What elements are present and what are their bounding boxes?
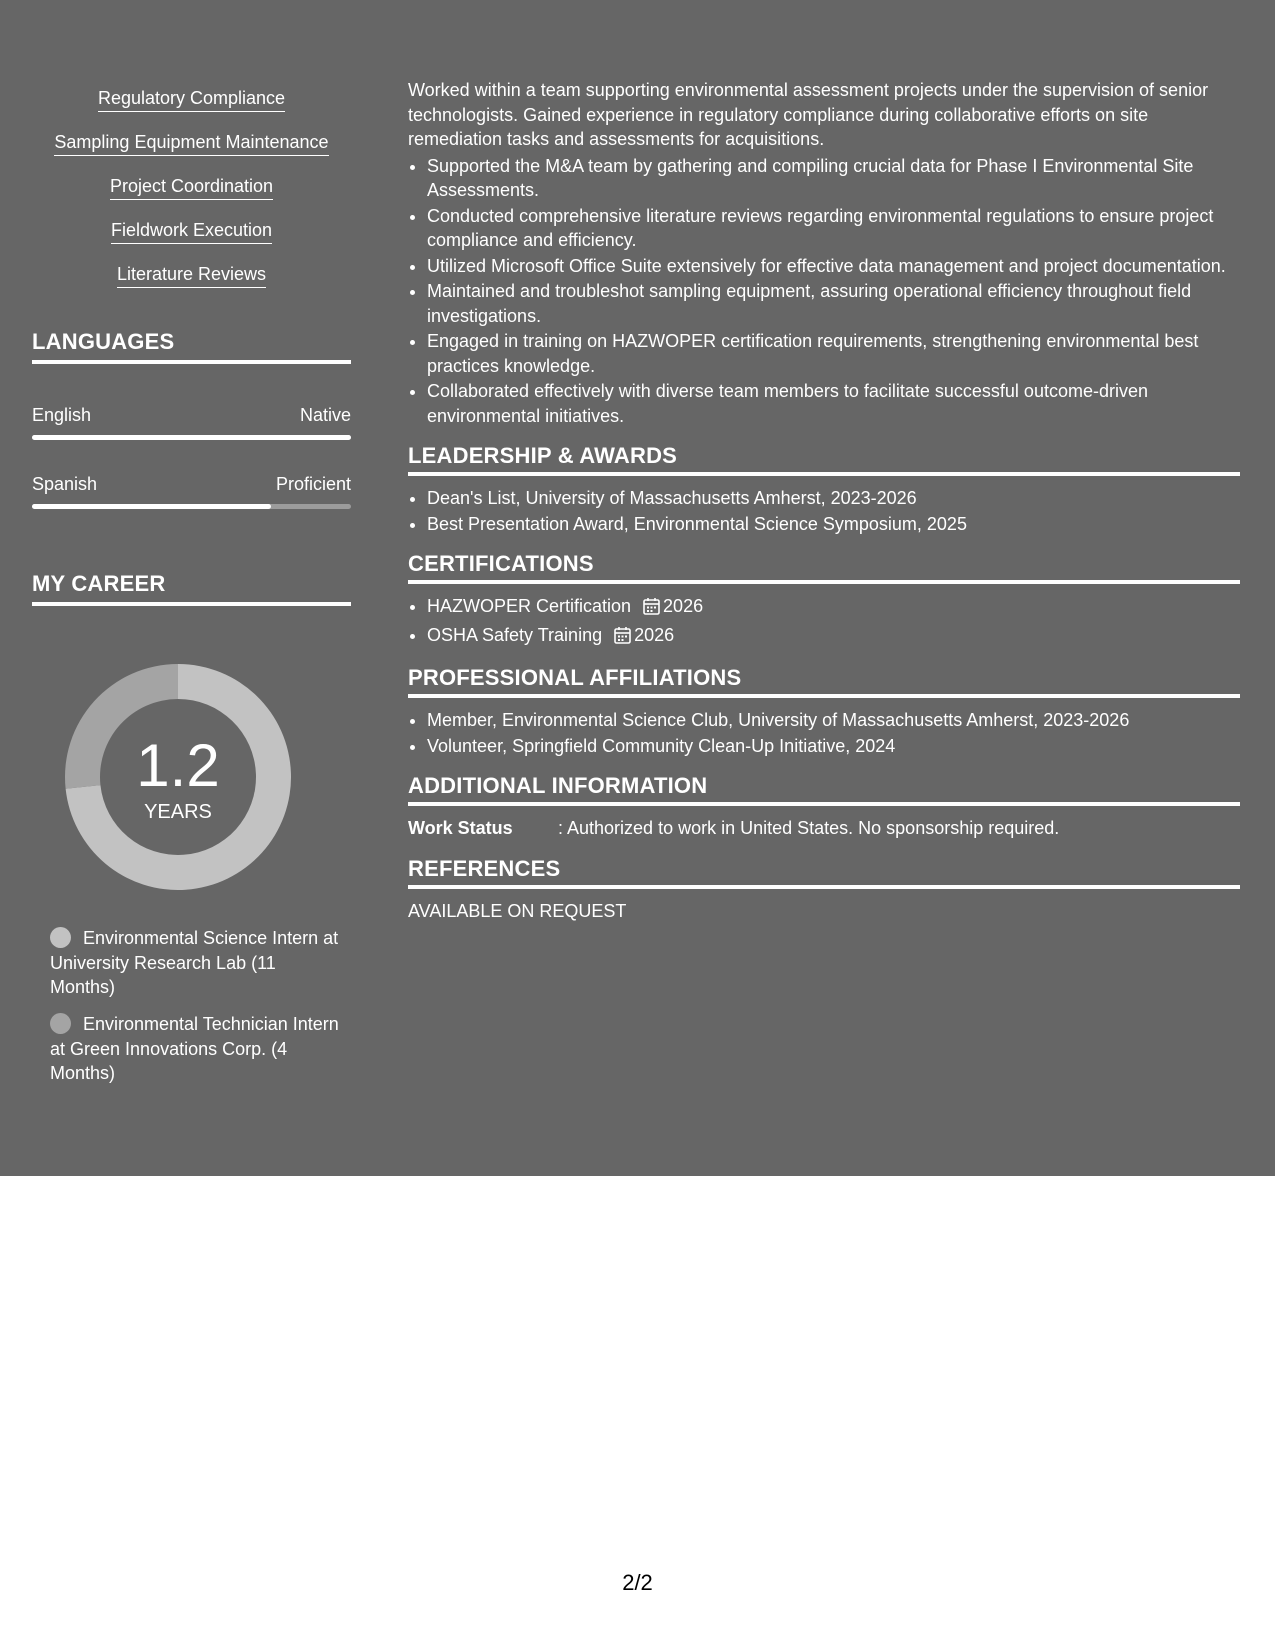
additional-info-heading: ADDITIONAL INFORMATION [408,772,1240,806]
career-legend-dot [50,927,71,948]
calendar-icon [643,597,660,622]
experience-bullet: • Collaborated effectively with diverse team members to facilitate successful outcome-driven environmental initiatives. [427,379,1240,428]
experience-bullet: • Utilized Microsoft Office Suite extensively for effective data management and project documentation. [427,254,1240,279]
skills-list [32,86,351,306]
skill-item: Regulatory Compliance [98,86,285,112]
language-proficiency-fill [32,435,351,440]
award-item: • Dean's List, University of Massachusetts Amherst, 2023-2026 [427,486,1240,511]
certification-name: HAZWOPER Certification [427,596,632,616]
certification-year: 2026 [634,624,675,645]
career-item [50,1012,340,1086]
career-total-unit: YEARS [144,801,212,823]
language-proficiency-bar [32,435,351,440]
calendar-icon [614,626,631,651]
certification-item [427,623,1240,651]
skill-item: Fieldwork Execution [111,218,272,244]
language-spanish [32,473,351,509]
references-heading: REFERENCES [408,855,1240,889]
affiliations-heading: PROFESSIONAL AFFILIATIONS [408,664,1240,698]
skill-item: Sampling Equipment Maintenance [54,130,328,156]
career-item-text: Environmental Technician Intern at Green Innovations Corp. (4 Months) [50,1014,339,1083]
language-proficiency-bar [32,504,351,509]
languages-heading: LANGUAGES [32,328,351,364]
language-english [32,404,351,440]
experience-bullets [408,154,1240,429]
work-status-row [408,816,1240,841]
skill-item: Project Coordination [110,174,273,200]
certification-item [427,594,1240,622]
career-heading: MY CAREER [32,570,351,606]
career-legend-dot [50,1013,71,1034]
language-proficiency-fill [32,504,271,509]
work-status-label: Work Status [408,818,513,838]
certifications-heading: CERTIFICATIONS [408,550,1240,584]
affiliation-item: • Member, Environmental Science Club, University of Massachusetts Amherst, 2023-2026 [427,708,1240,733]
certification-year: 2026 [663,596,704,616]
language-name: English [32,405,92,425]
career-total-years: 1.2 [136,732,220,799]
awards-list [408,486,1240,536]
experience-bullet: • Engaged in training on HAZWOPER certification requirements, strengthening environmental best practices knowledge. [427,329,1240,378]
certifications-list [408,594,1240,650]
right-column [408,78,1240,923]
career-item [50,926,340,1000]
experience-bullet: • Conducted comprehensive literature reviews regarding environmental regulations to ensure project compliance and efficiency. [427,204,1240,253]
career-item-text: Environmental Science Intern at University Research Lab (11 Months) [50,928,339,997]
experience-summary: Worked within a team supporting environmental assessment projects under the supervision of senior technologists. Gained experience in regulatory compliance during collaborative efforts on site remediation tasks and assessments for acquisitions. [408,80,1209,149]
affiliations-list [408,708,1240,758]
awards-heading: LEADERSHIP & AWARDS [408,442,1240,476]
page-number: 2/2 [622,1570,653,1595]
skill-item: Literature Reviews [117,262,266,288]
certification-name: OSHA Safety Training [427,624,603,645]
references-text: AVAILABLE ON REQUEST [408,900,627,921]
language-name: Spanish [32,474,98,494]
affiliation-item: • Volunteer, Springfield Community Clean-Up Initiative, 2024 [427,734,1240,759]
language-level: Proficient [275,474,351,494]
work-status-value: : Authorized to work in United States. No sponsorship required. [558,818,1060,838]
award-item: • Best Presentation Award, Environmental Science Symposium, 2025 [427,512,1240,537]
language-level: Native [299,405,351,425]
experience-bullet: • Maintained and troubleshot sampling equipment, assuring operational efficiency throughout field investigations. [427,279,1240,328]
experience-bullet: • Supported the M&A team by gathering and compiling crucial data for Phase I Environmental Site Assessments. [427,154,1240,203]
